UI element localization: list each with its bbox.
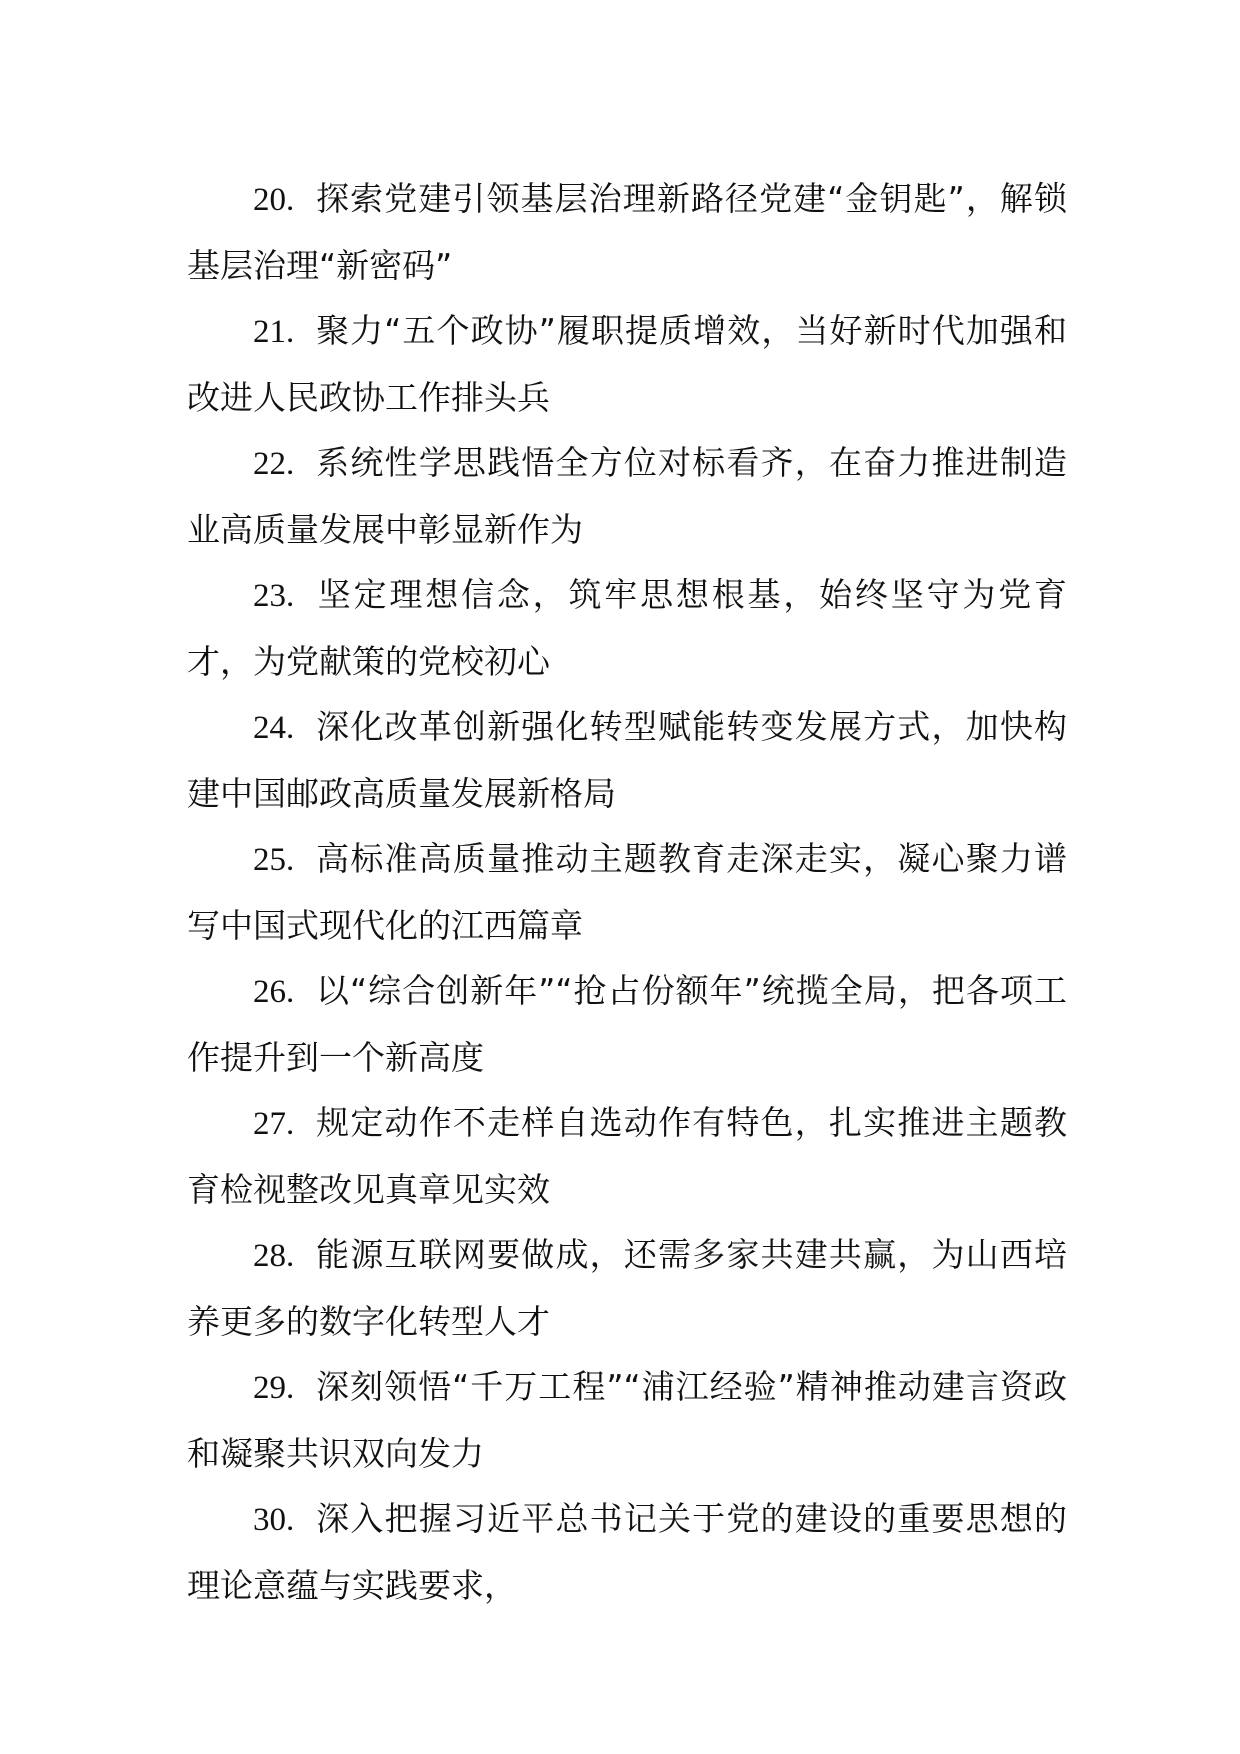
item-text: 规定动作不走样自选动作有特色，扎实推进主题教育检视整改见真章见实效 <box>187 1103 1067 1209</box>
item-number: 23. <box>253 578 295 614</box>
item-text: 聚力“五个政协”履职提质增效，当好新时代加强和改进人民政协工作排头兵 <box>187 311 1067 417</box>
list-item <box>187 166 1067 298</box>
item-text: 高标准高质量推动主题教育走深走实，凝心聚力谱写中国式现代化的江西篇章 <box>187 839 1067 945</box>
item-text: 能源互联网要做成，还需多家共建共赢，为山西培养更多的数字化转型人才 <box>187 1235 1067 1341</box>
list-item <box>187 958 1067 1090</box>
item-number: 21. <box>253 314 295 350</box>
item-number: 29. <box>253 1370 295 1406</box>
item-number: 26. <box>253 974 295 1010</box>
list-item <box>187 562 1067 694</box>
list-item <box>187 826 1067 958</box>
item-number: 24. <box>253 710 295 746</box>
item-number: 25. <box>253 842 295 878</box>
item-number: 22. <box>253 446 295 482</box>
item-text: 坚定理想信念，筑牢思想根基，始终坚守为党育才，为党献策的党校初心 <box>187 575 1067 681</box>
list-item <box>187 1354 1067 1486</box>
item-number: 20. <box>253 182 295 218</box>
item-text: 以“综合创新年”“抢占份额年”统揽全局，把各项工作提升到一个新高度 <box>187 971 1067 1077</box>
list-item <box>187 298 1067 430</box>
item-text: 深化改革创新强化转型赋能转变发展方式，加快构建中国邮政高质量发展新格局 <box>187 707 1067 813</box>
item-text: 探索党建引领基层治理新路径党建“金钥匙”，解锁基层治理“新密码” <box>187 179 1067 285</box>
item-number: 30. <box>253 1502 295 1538</box>
item-number: 28. <box>253 1238 295 1274</box>
list-item <box>187 430 1067 562</box>
item-list <box>187 166 1067 1618</box>
list-item <box>187 1486 1067 1618</box>
item-text: 系统性学思践悟全方位对标看齐，在奋力推进制造业高质量发展中彰显新作为 <box>187 443 1067 549</box>
item-text: 深刻领悟“千万工程”“浦江经验”精神推动建言资政和凝聚共识双向发力 <box>187 1367 1067 1473</box>
list-item <box>187 1222 1067 1354</box>
item-text: 深入把握习近平总书记关于党的建设的重要思想的理论意蕴与实践要求， <box>187 1499 1067 1605</box>
list-item <box>187 1090 1067 1222</box>
list-item <box>187 694 1067 826</box>
item-number: 27. <box>253 1106 295 1142</box>
